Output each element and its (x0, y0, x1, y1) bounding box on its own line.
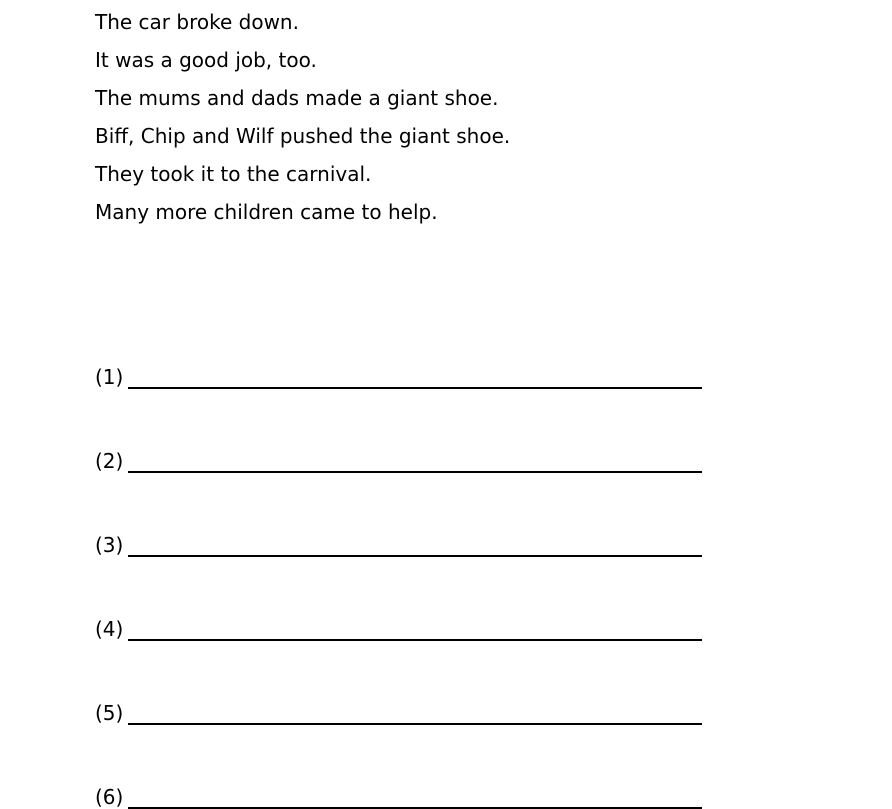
answer-writing-line (128, 449, 702, 473)
sentence: Many more children came to help. (95, 200, 438, 224)
sentence: The car broke down. (95, 10, 299, 34)
answer-writing-line (128, 785, 702, 809)
answer-row (95, 557, 702, 641)
answer-number: (5) (95, 701, 124, 725)
answer-number: (6) (95, 785, 124, 809)
answer-number: (1) (95, 365, 124, 389)
answer-list (95, 305, 702, 809)
answer-row (95, 473, 702, 557)
answer-number: (2) (95, 449, 124, 473)
sentence: The mums and dads made a giant shoe. (95, 86, 499, 110)
sentence: Biff, Chip and Wilf pushed the giant shoe. (95, 124, 511, 148)
answer-row (95, 641, 702, 725)
answer-writing-line (128, 365, 702, 389)
answer-writing-line (128, 617, 702, 641)
sentence: It was a good job, too. (95, 48, 317, 72)
answer-row (95, 389, 702, 473)
answer-number: (3) (95, 533, 124, 557)
answer-row (95, 725, 702, 809)
sentence-list (95, 3, 510, 231)
answer-number: (4) (95, 617, 124, 641)
answer-writing-line (128, 701, 702, 725)
sentence: They took it to the carnival. (95, 162, 372, 186)
answer-row (95, 305, 702, 389)
answer-writing-line (128, 533, 702, 557)
